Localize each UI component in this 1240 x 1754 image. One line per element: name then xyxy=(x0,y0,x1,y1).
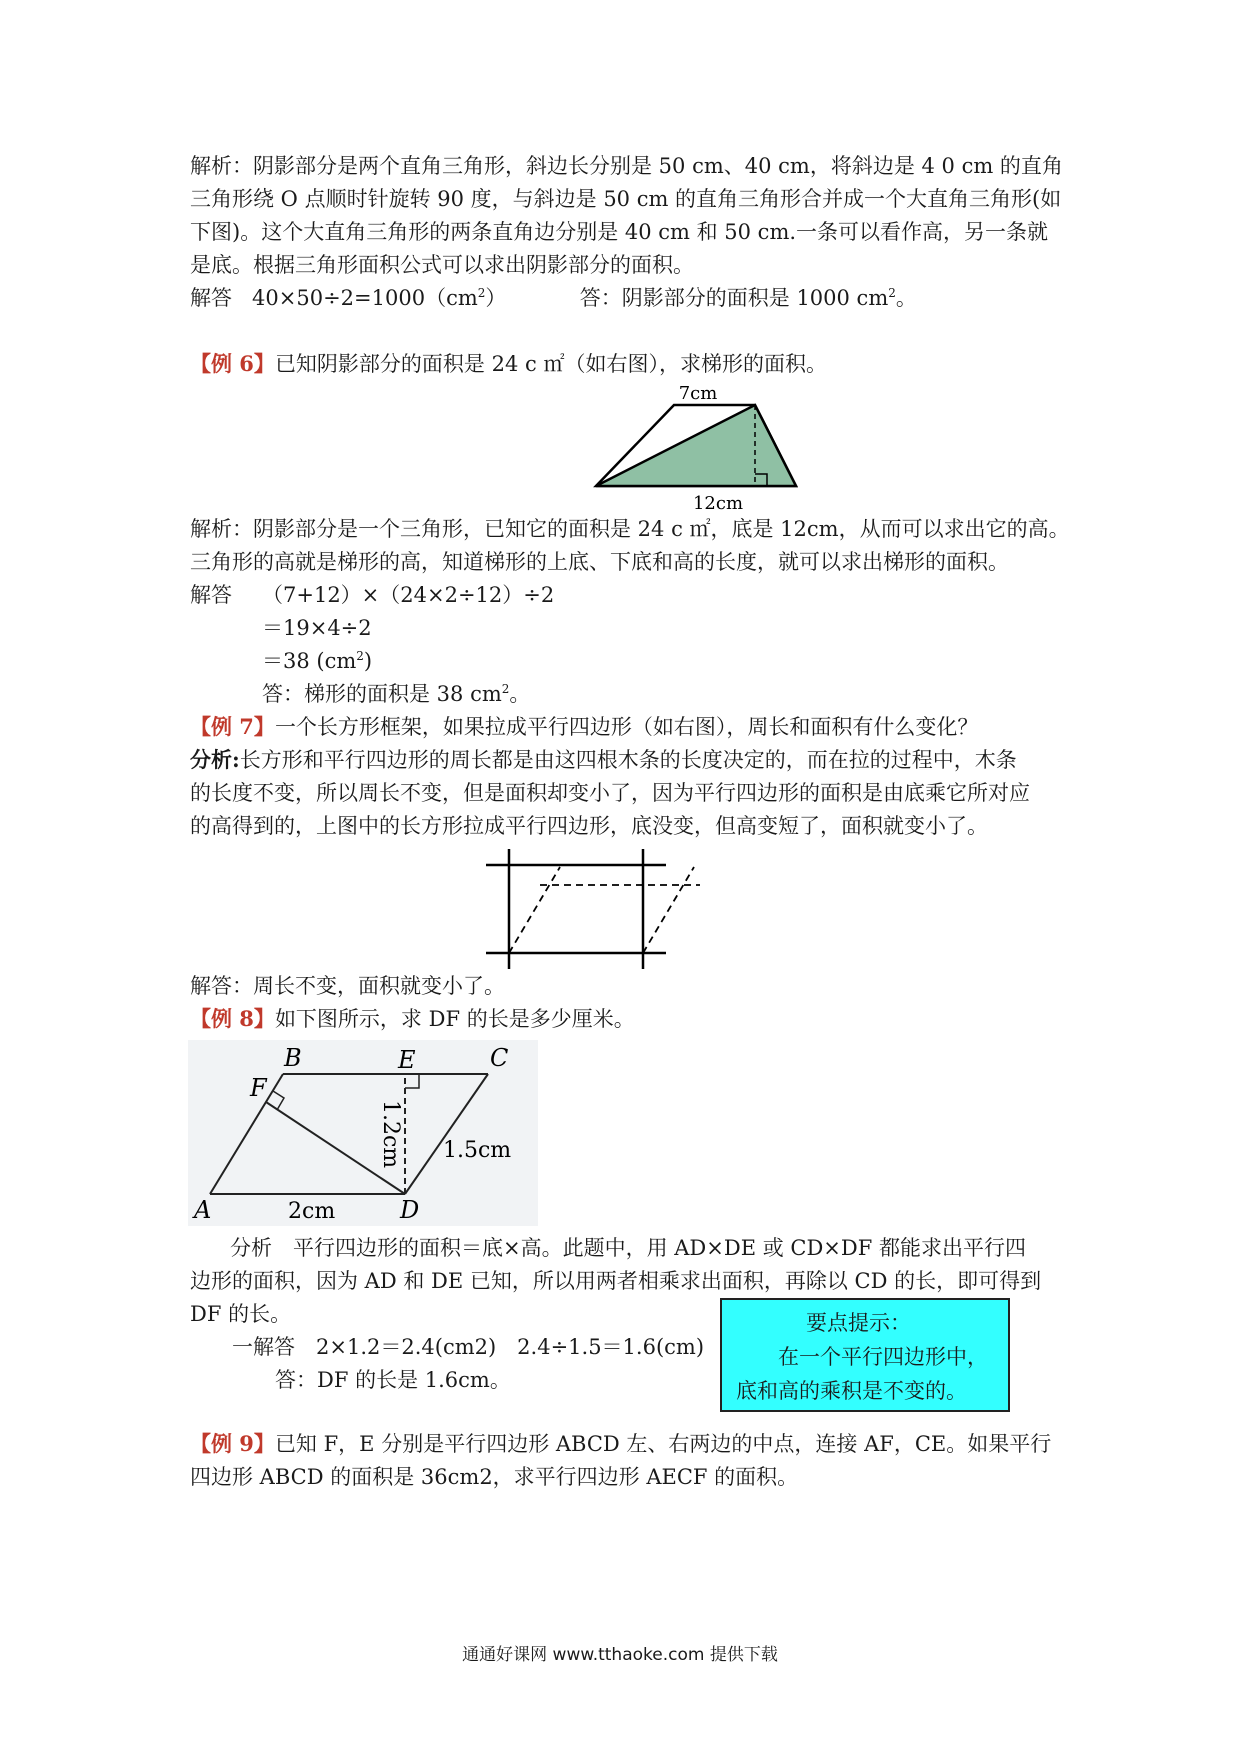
ex6-step2: ＝19×4÷2 xyxy=(262,616,372,640)
analysis5-line2: 三角形绕 O 点顺时针旋转 90 度，与斜边是 50 cm 的直角三角形合并成一个大直角三角形(如 xyxy=(190,187,1062,211)
ex8-question-line xyxy=(190,1003,635,1035)
superscript: 2 xyxy=(888,286,896,300)
ex6-answer-label: 解答 xyxy=(190,583,232,607)
ex7-question: 一个长方形框架，如果拉成平行四边形（如右图），周长和面积有什么变化？ xyxy=(274,715,979,739)
answer-end: 。 xyxy=(895,286,917,310)
rectangle-parallelogram-figure xyxy=(480,845,710,975)
tip-line2: 底和高的乘积是不变的。 xyxy=(736,1379,967,1403)
ex7-answer: 解答：周长不变，面积就变小了。 xyxy=(190,974,505,998)
ex7-question-line xyxy=(190,711,978,743)
ex6-step1: （7+12）×（24×2÷12）÷2 xyxy=(262,583,555,607)
label-1-5cm: 1.5cm xyxy=(443,1138,512,1163)
ex6-final-end: 。 xyxy=(509,682,531,706)
answer-close: ） xyxy=(485,286,507,310)
ex8-analysis-line2: 边形的面积，因为 AD 和 DE 已知，所以用两者相乘求出面积，再除以 CD 的长，即可得到 xyxy=(190,1269,1042,1293)
ex6-tag: 【例 6】 xyxy=(190,351,275,376)
ex9-line2: 四边形 ABCD 的面积是 36cm2，求平行四边形 AECF 的面积。 xyxy=(190,1465,799,1489)
ex6-step3: ＝38 (cm xyxy=(262,649,357,673)
ex8-final: 答：DF 的长是 1.6cm。 xyxy=(275,1368,511,1392)
ex7-tag: 【例 7】 xyxy=(190,714,275,739)
label-c: C xyxy=(490,1044,509,1072)
superscript: 2 xyxy=(477,286,486,300)
ex9-line1 xyxy=(190,1428,1051,1460)
label-2cm: 2cm xyxy=(288,1199,336,1224)
ex7-analysis-line3: 的高得到的，上图中的长方形拉成平行四边形，底没变，但高变短了，面积就变小了。 xyxy=(190,814,988,838)
label-b: B xyxy=(284,1044,302,1072)
ex7-analysis-text1: 长方形和平行四边形的周长都是由这四根木条的长度决定的，而在拉的过程中，木条 xyxy=(239,748,1017,772)
parallelogram-right xyxy=(643,867,694,953)
parallelogram-left xyxy=(509,867,560,953)
answer-label: 解答 xyxy=(190,286,232,310)
ex6-step3-end: ) xyxy=(363,649,373,673)
ex6-final-line xyxy=(262,678,530,710)
label-1-2cm: 1.2cm xyxy=(378,1100,403,1169)
ex6-final: 答：梯形的面积是 38 cm xyxy=(262,682,502,706)
figure-background xyxy=(188,1040,538,1226)
ex6-analysis-line1: 解析：阴影部分是一个三角形，已知它的面积是 24 c ㎡，底是 12cm，从而可以求出它的高。 xyxy=(190,517,1070,541)
analysis5-line4: 是底。根据三角形面积公式可以求出阴影部分的面积。 xyxy=(190,253,694,277)
tip-title: 要点提示： xyxy=(806,1311,911,1335)
ex8-analysis-line3: DF 的长。 xyxy=(190,1302,292,1326)
ex6-question: 已知阴影部分的面积是 24 c ㎡（如右图），求梯形的面积。 xyxy=(274,352,827,376)
ex7-analysis-line1 xyxy=(190,744,1017,776)
page-footer: 通通好课网 www.tthaoke.com 提供下载 xyxy=(462,1645,778,1665)
ex6-step3-line xyxy=(262,645,372,677)
analysis5-answer-line xyxy=(190,282,917,314)
parallelogram-abcd-figure xyxy=(188,1040,538,1226)
trapezoid-figure xyxy=(590,380,810,512)
label-a: A xyxy=(194,1196,212,1224)
superscript: 2 xyxy=(501,682,510,696)
ex6-analysis-line2: 三角形的高就是梯形的高，知道梯形的上底、下底和高的长度，就可以求出梯形的面积。 xyxy=(190,550,1009,574)
ex9-tag: 【例 9】 xyxy=(190,1431,275,1456)
ex7-analysis-label: 分析: xyxy=(190,747,240,772)
answer-text: 答：阴影部分的面积是 1000 cm xyxy=(579,286,889,310)
ex8-answer: 一解答 2×1.2＝2.4(cm2) 2.4÷1.5＝1.6(cm) xyxy=(232,1335,705,1359)
superscript: 2 xyxy=(356,649,364,663)
ex8-question: 如下图所示，求 DF 的长是多少厘米。 xyxy=(274,1007,635,1031)
ex7-analysis-line2: 的长度不变，所以周长不变，但是面积却变小了，因为平行四边形的面积是由底乘它所对应 xyxy=(190,781,1030,805)
ex8-analysis-line1: 分析 平行四边形的面积＝底×高。此题中，用 AD×DE 或 CD×DF 都能求出平行四 xyxy=(230,1236,1026,1260)
answer-calc: 40×50÷2=1000（cm xyxy=(252,286,478,310)
label-f: F xyxy=(250,1074,267,1102)
analysis5-line1: 解析：阴影部分是两个直角三角形，斜边长分别是 50 cm、40 cm，将斜边是 4 0 cm 的直角 xyxy=(190,154,1063,178)
ex9-text1: 已知 F，E 分别是平行四边形 ABCD 左、右两边的中点，连接 AF，CE。如果平行 xyxy=(274,1432,1052,1456)
analysis5-line3: 下图)。这个大直角三角形的两条直角边分别是 40 cm 和 50 cm.一条可以看作高，另一条就 xyxy=(190,220,1049,244)
label-e: E xyxy=(398,1046,416,1074)
bottom-base-label: 12cm xyxy=(692,493,744,512)
ex6-question-line xyxy=(190,348,827,380)
key-point-box xyxy=(720,1298,1010,1412)
ex8-tag: 【例 8】 xyxy=(190,1006,275,1031)
label-d: D xyxy=(400,1196,420,1224)
top-base-label: 7cm xyxy=(678,383,718,404)
tip-line1: 在一个平行四边形中， xyxy=(778,1345,988,1369)
